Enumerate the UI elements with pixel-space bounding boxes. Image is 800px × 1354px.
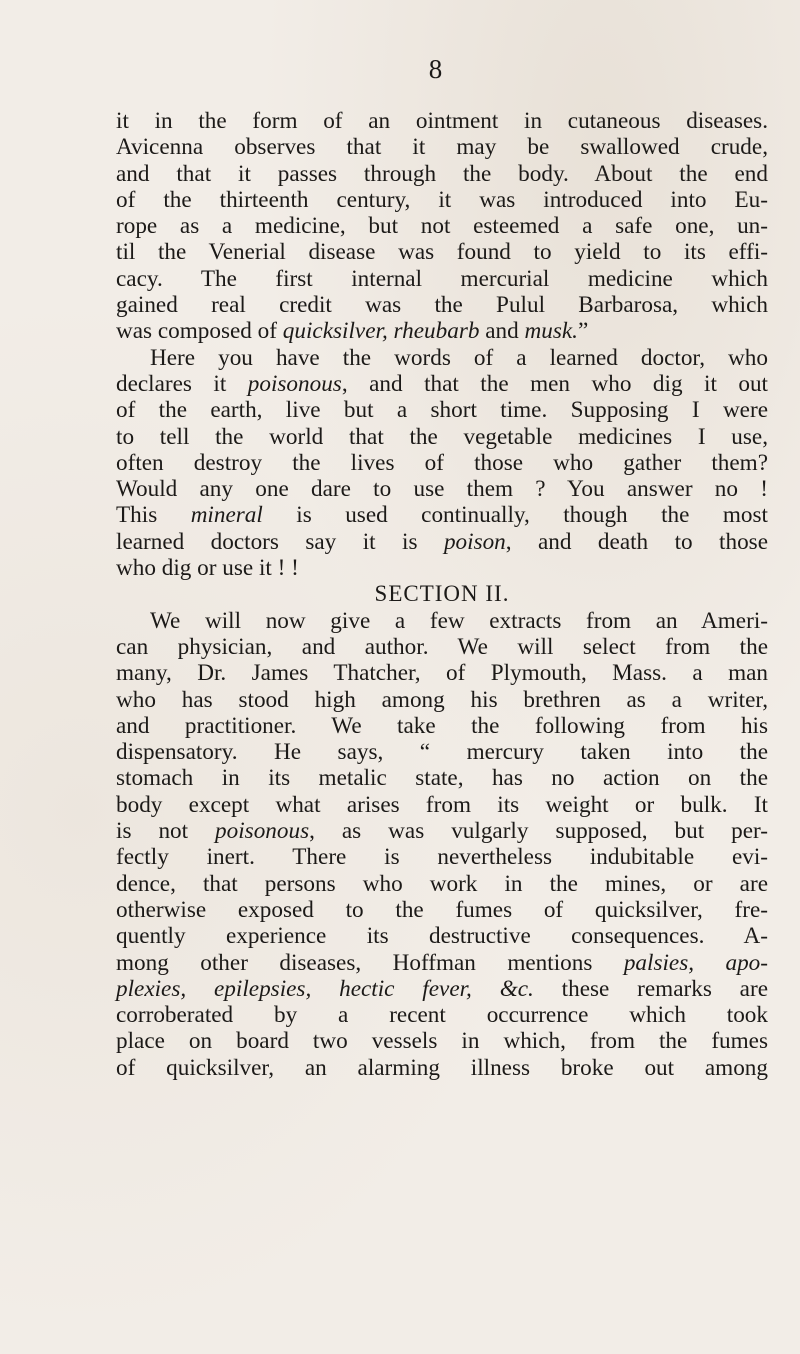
text-line bbox=[116, 213, 768, 239]
text-segment: many, Dr. James Thatcher, of Plymouth, Mass. a man bbox=[116, 660, 768, 687]
text-segment: is used continually, though the most bbox=[262, 502, 768, 529]
text-line bbox=[116, 239, 768, 265]
body-text bbox=[116, 108, 768, 1081]
text-segment: of the thirteenth century, it was introduced into Eu- bbox=[116, 186, 768, 213]
text-line bbox=[116, 318, 768, 344]
text-line bbox=[116, 1028, 768, 1054]
text-line bbox=[116, 976, 768, 1002]
text-segment: place on board two vessels in which, from the fumes bbox=[116, 1028, 768, 1055]
text-segment: was composed of bbox=[116, 318, 283, 345]
text-segment: is not bbox=[116, 818, 216, 845]
text-line bbox=[116, 897, 768, 923]
page-number: 8 bbox=[428, 54, 444, 84]
text-segment: dence, that persons who work in the mines, or are bbox=[116, 870, 768, 897]
text-segment: til the Venerial disease was found to yield to its effi- bbox=[116, 239, 768, 266]
text-segment: , as was vulgarly supposed, but per- bbox=[309, 818, 768, 845]
text-segment: SECTION II. bbox=[374, 581, 510, 607]
text-segment: fectly inert. There is nevertheless indubitable evi- bbox=[116, 844, 768, 871]
text-segment: and bbox=[479, 318, 525, 345]
text-segment: rope as a medicine, but not esteemed a safe one, un- bbox=[116, 213, 768, 240]
text-line bbox=[116, 923, 768, 949]
text-line bbox=[116, 134, 768, 160]
text-line bbox=[116, 161, 768, 187]
text-line bbox=[116, 687, 768, 713]
text-segment: can physician, and author. We will select from the bbox=[116, 633, 768, 660]
italic-text: poison bbox=[443, 528, 506, 555]
text-line bbox=[116, 397, 768, 423]
text-line bbox=[116, 765, 768, 791]
text-line bbox=[116, 634, 768, 660]
text-segment: We will now give a few extracts from an Ameri- bbox=[150, 607, 768, 634]
text-segment: , and death to those bbox=[505, 528, 768, 555]
text-line bbox=[116, 502, 768, 528]
italic-text: quicksilver, rheubarb bbox=[282, 318, 480, 345]
italic-text: poisonous bbox=[215, 818, 310, 845]
text-line bbox=[116, 345, 768, 371]
text-line bbox=[116, 555, 768, 581]
text-line bbox=[116, 450, 768, 476]
section-heading bbox=[116, 581, 768, 607]
text-segment: This bbox=[116, 502, 191, 529]
italic-text: palsies, apo- bbox=[623, 949, 768, 976]
text-line bbox=[116, 871, 768, 897]
text-segment: , and that the men who dig it out bbox=[341, 370, 768, 397]
text-line bbox=[116, 424, 768, 450]
text-line bbox=[116, 292, 768, 318]
text-segment: stomach in its metalic state, has no action on the bbox=[116, 765, 768, 792]
text-line bbox=[116, 818, 768, 844]
text-segment: gained real credit was the Pulul Barbarosa, which bbox=[116, 292, 768, 319]
text-segment: quently experience its destructive consequences. A- bbox=[116, 923, 768, 950]
text-line bbox=[116, 371, 768, 397]
text-line bbox=[116, 1002, 768, 1028]
text-line bbox=[116, 476, 768, 502]
text-line bbox=[116, 950, 768, 976]
text-segment: often destroy the lives of those who gather them? bbox=[116, 449, 768, 476]
text-line bbox=[116, 792, 768, 818]
text-segment: declares it bbox=[116, 370, 248, 397]
text-segment: and that it passes through the body. About the end bbox=[116, 160, 768, 187]
text-segment: learned doctors say it is bbox=[116, 528, 444, 555]
text-line bbox=[116, 108, 768, 134]
text-segment: cacy. The first internal mercurial medicine which bbox=[116, 265, 768, 292]
text-segment: to tell the world that the vegetable medicines I use, bbox=[116, 423, 768, 450]
text-line bbox=[116, 739, 768, 765]
text-segment: mong other diseases, Hoffman mentions bbox=[116, 949, 624, 976]
text-segment: Here you have the words of a learned doctor, who bbox=[150, 344, 768, 371]
text-segment: dispensatory. He says, “ mercury taken into the bbox=[116, 739, 768, 766]
italic-text: plexies, epilepsies, hectic fever, &c. bbox=[116, 975, 534, 1002]
text-segment: corroberated by a recent occurrence which took bbox=[116, 1002, 768, 1029]
italic-text: musk. bbox=[524, 318, 578, 345]
text-segment: Avicenna observes that it may be swallowed crude, bbox=[116, 134, 768, 161]
text-segment: otherwise exposed to the fumes of quicksilver, fre- bbox=[116, 896, 768, 923]
text-segment: ” bbox=[577, 318, 589, 345]
text-line bbox=[116, 266, 768, 292]
text-segment: who dig or use it ! ! bbox=[116, 555, 299, 582]
text-segment: it in the form of an ointment in cutaneous diseases. bbox=[116, 108, 768, 134]
italic-text: mineral bbox=[190, 502, 263, 529]
text-line bbox=[116, 660, 768, 686]
text-segment: of the earth, live but a short time. Supposing I were bbox=[116, 397, 768, 424]
italic-text: poisonous bbox=[247, 370, 342, 397]
text-segment: body except what arises from its weight or bulk. It bbox=[116, 791, 768, 818]
text-segment: these remarks are bbox=[533, 975, 768, 1002]
text-segment: Would any one dare to use them ? You answer no ! bbox=[116, 476, 768, 503]
text-segment: who has stood high among his brethren as a writer, bbox=[116, 686, 768, 713]
text-line bbox=[116, 529, 768, 555]
text-segment: and practitioner. We take the following from his bbox=[116, 712, 768, 739]
text-line bbox=[116, 713, 768, 739]
text-line bbox=[116, 608, 768, 634]
text-line bbox=[116, 1055, 768, 1081]
text-line bbox=[116, 844, 768, 870]
text-line bbox=[116, 187, 768, 213]
text-segment: of quicksilver, an alarming illness broke out among bbox=[116, 1054, 768, 1081]
